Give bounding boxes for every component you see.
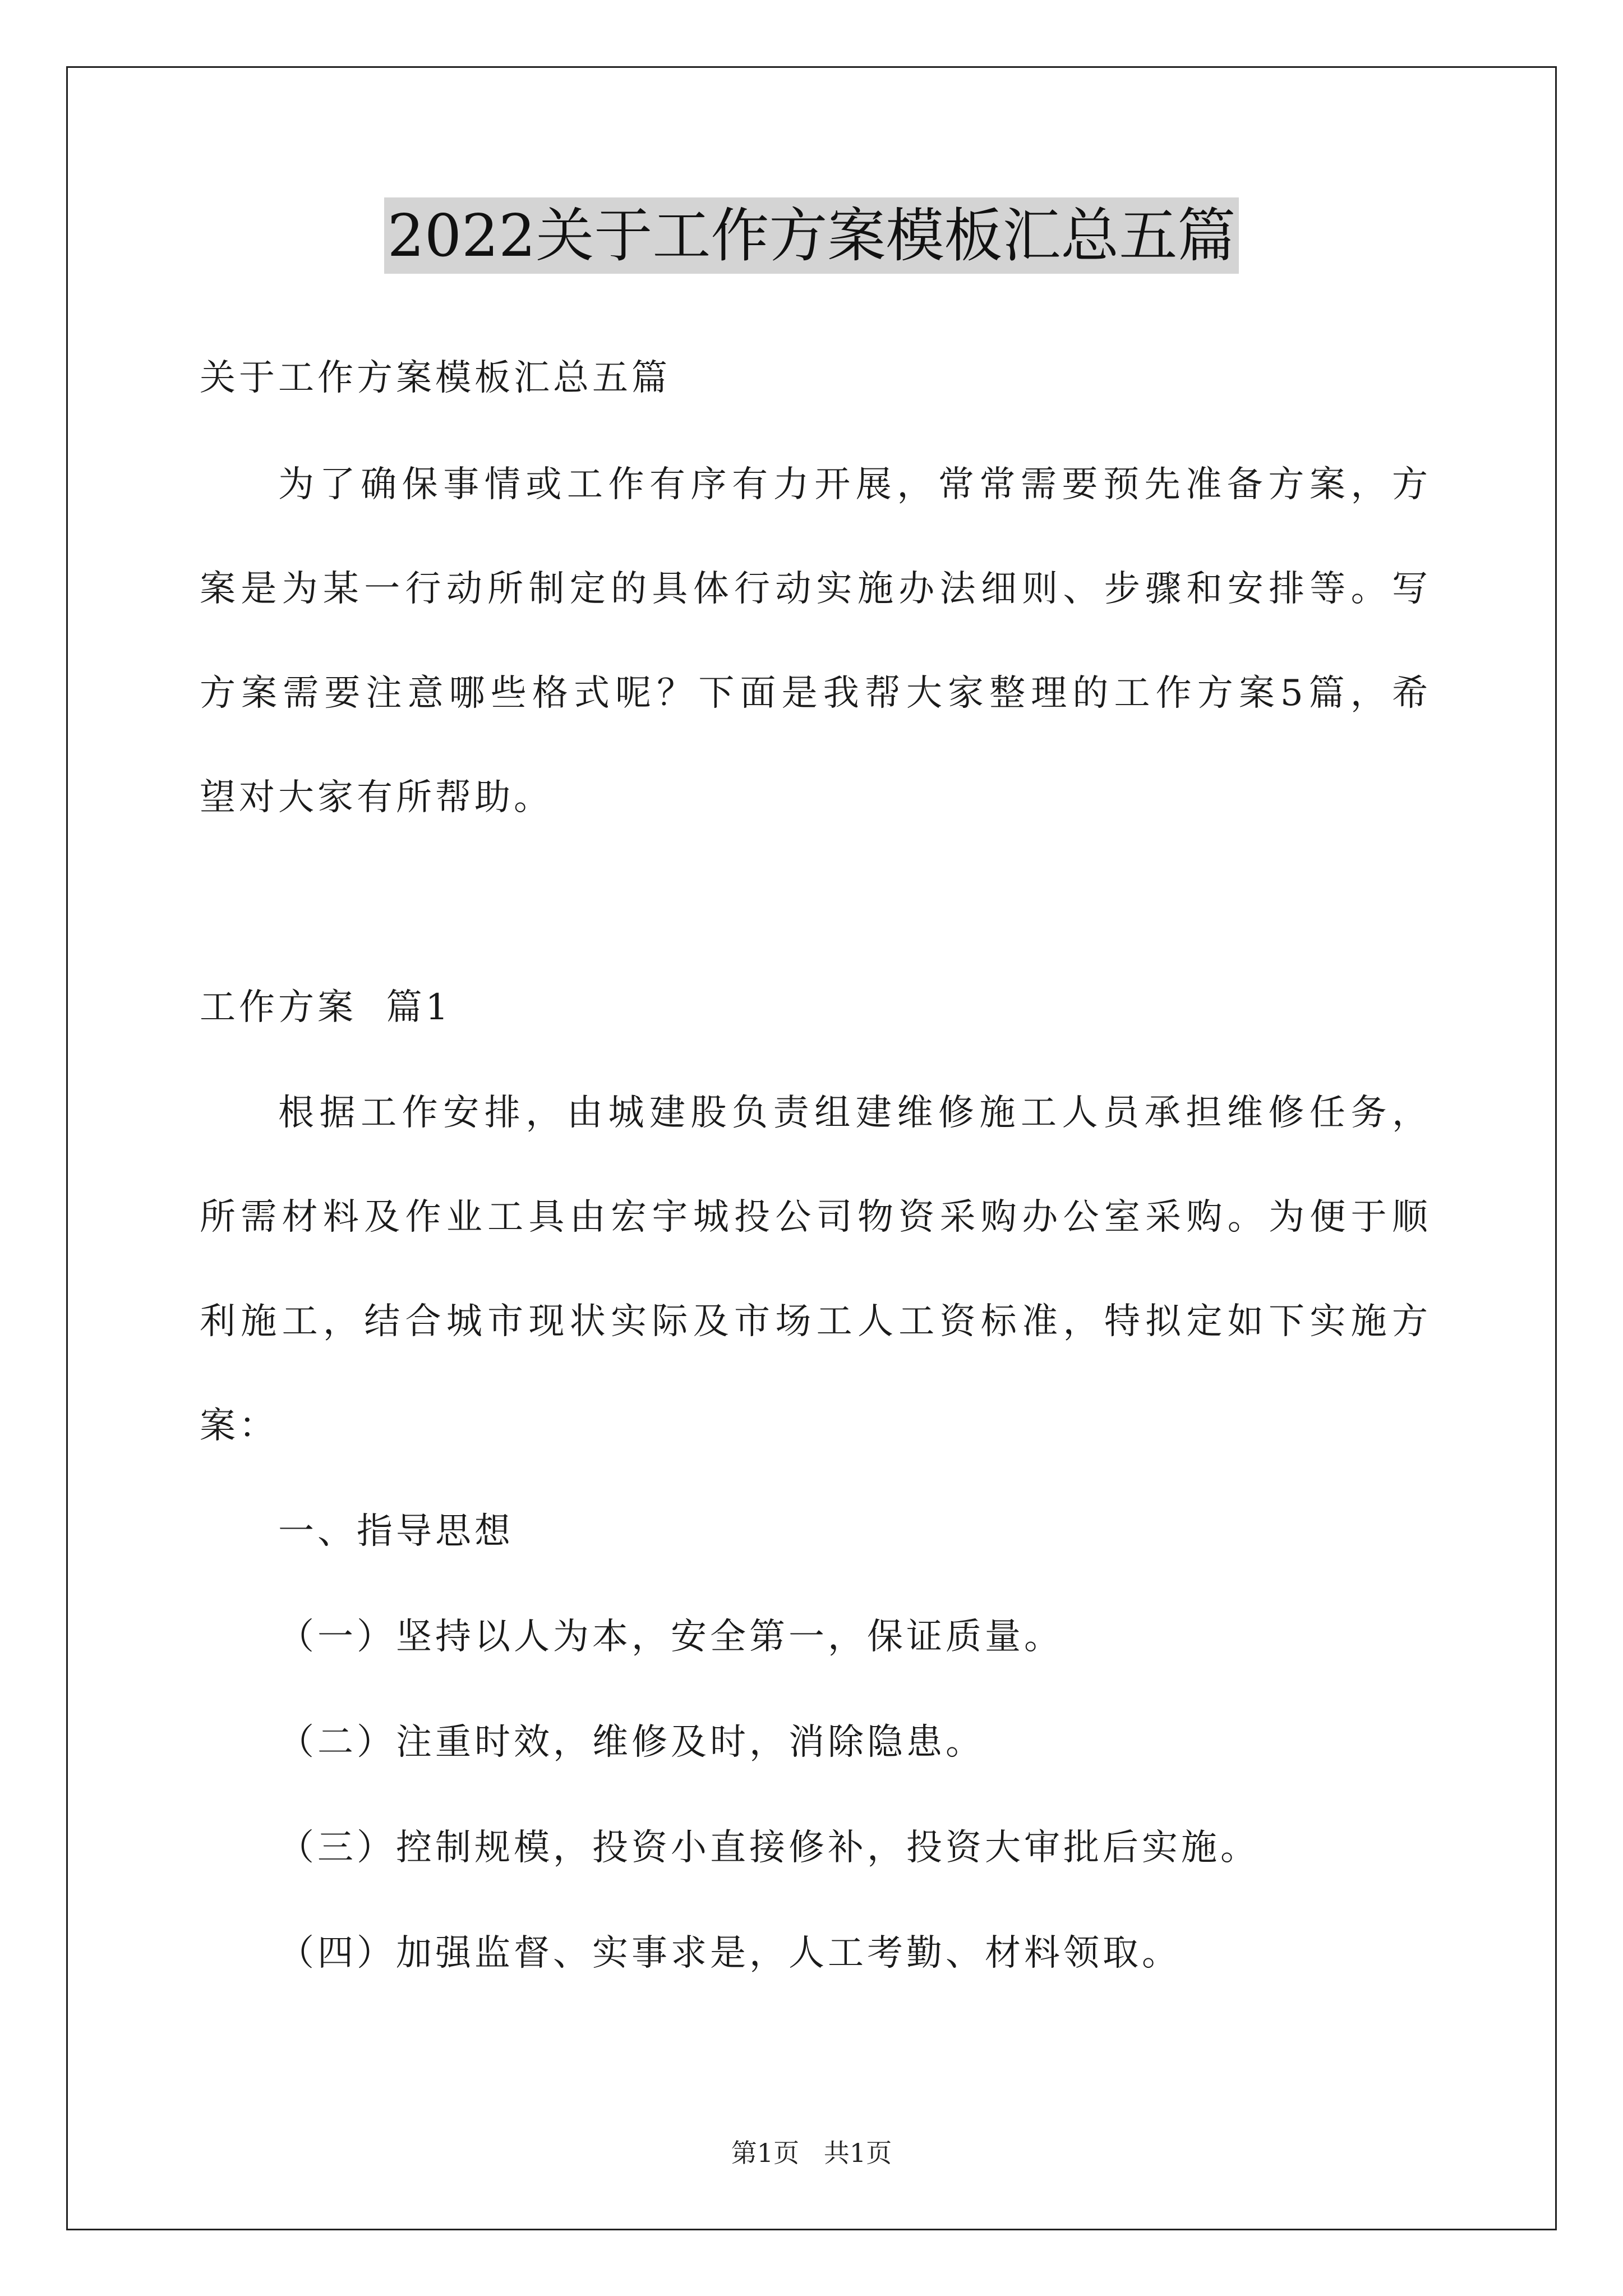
intro-line-3: 方案需要注意哪些格式呢？下面是我帮大家整理的工作方案5篇，希 bbox=[200, 673, 1428, 714]
document-subtitle: 关于工作方案模板汇总五篇 bbox=[200, 357, 671, 399]
guiding-item-3: （三）控制规模，投资小直接修补，投资大审批后实施。 bbox=[278, 1827, 1260, 1869]
section-line-3: 利施工，结合城市现状实际及市场工人工资标准，特拟定如下实施方 bbox=[200, 1301, 1428, 1342]
intro-line-2: 案是为某一行动所制定的具体行动实施办法细则、步骤和安排等。写 bbox=[200, 568, 1428, 610]
document-title: 2022关于工作方案模板汇总五篇 bbox=[384, 197, 1239, 274]
section-line-4: 案： bbox=[200, 1405, 278, 1447]
guiding-heading: 一、指导思想 bbox=[278, 1511, 514, 1552]
guiding-item-1: （一）坚持以人为本，安全第一，保证质量。 bbox=[278, 1616, 1063, 1658]
intro-line-1: 为了确保事情或工作有序有力开展，常常需要预先准备方案，方 bbox=[278, 464, 1428, 505]
section-heading: 工作方案 篇1 bbox=[200, 987, 452, 1028]
page-footer: 第1页 共1页 bbox=[731, 2138, 892, 2168]
intro-line-4: 望对大家有所帮助。 bbox=[200, 777, 553, 818]
section-line-1: 根据工作安排，由城建股负责组建维修施工人员承担维修任务， bbox=[278, 1092, 1428, 1134]
guiding-item-2: （二）注重时效，维修及时，消除隐患。 bbox=[278, 1722, 985, 1763]
guiding-item-4: （四）加强监督、实事求是，人工考勤、材料领取。 bbox=[278, 1932, 1181, 1974]
section-line-2: 所需材料及作业工具由宏宇城投公司物资采购办公室采购。为便于顺 bbox=[200, 1197, 1428, 1238]
title-container bbox=[0, 197, 1623, 274]
